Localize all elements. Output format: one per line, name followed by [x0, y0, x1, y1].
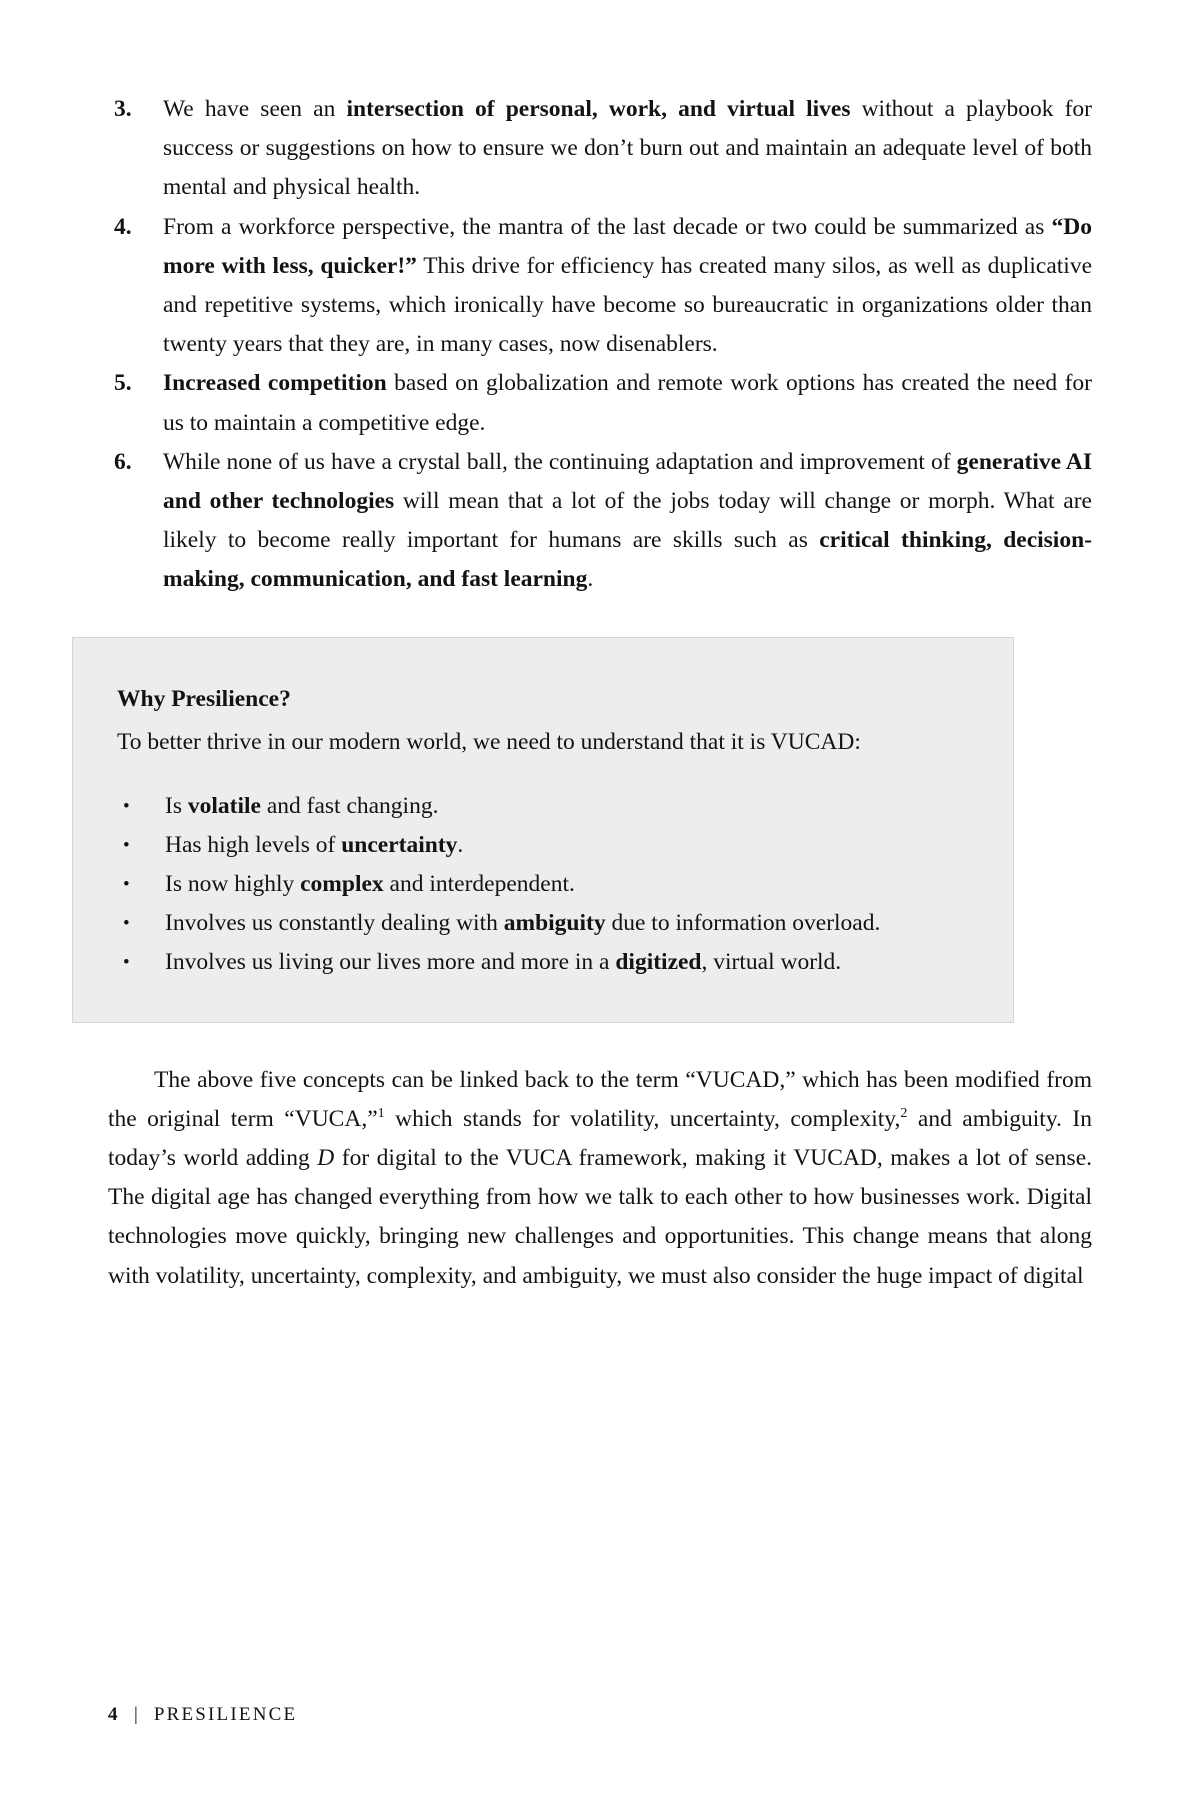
callout-bullet-item — [117, 943, 969, 982]
body-paragraph — [108, 1061, 1092, 1296]
text-run: This drive for efficiency has created many silos, as well as duplicative and repetitive systems, which ironically have become so bureaucratic in organizations older than twenty years that they are, in many cases, now disenablers. — [163, 252, 1093, 358]
text-run: based on globalization and remote work options has created the need for us to maintain a competitive edge. — [163, 370, 1092, 436]
footer-page-number: 4 — [108, 1704, 118, 1725]
callout-title: Why Presilience? — [117, 685, 291, 712]
callout-bullet-text — [165, 832, 463, 858]
callout-bullet-item — [117, 826, 969, 865]
emphasis-bold: uncertainty — [341, 831, 458, 858]
text-run: Is now highly — [165, 870, 301, 897]
emphasis-bold: complex — [300, 870, 384, 897]
text-run: Involves us living our lives more and more in a — [165, 948, 616, 975]
numbered-list-item — [108, 208, 1092, 365]
text-run: Has high levels of — [165, 831, 342, 858]
emphasis-bold: digitized — [615, 948, 702, 975]
text-run: While none of us have a crystal ball, the continuing adaptation and improvement of — [163, 448, 957, 475]
callout-bullet-text — [165, 910, 880, 936]
text-run: We have seen an — [163, 96, 347, 122]
numbered-list-item — [108, 364, 1092, 442]
bullet-dot-icon: • — [123, 873, 130, 895]
footer-book-title: PRESILIENCE — [153, 1704, 298, 1725]
callout-bullet-item — [117, 904, 969, 943]
callout-bullet-text — [165, 949, 841, 975]
emphasis-italic: D — [317, 1145, 335, 1172]
list-item-text — [163, 96, 1092, 200]
text-run: without a playbook for success or suggestions on how to ensure we don’t burn out and maintain an adequate level of both mental and physical health. — [163, 96, 1093, 201]
list-item-text — [163, 370, 1092, 435]
emphasis-bold: “Do more with less, quicker!” — [163, 213, 1092, 279]
text-run: Involves us constantly dealing with — [165, 909, 504, 936]
list-item-number: 6. — [114, 448, 132, 475]
text-run: for digital to the VUCA framework, making it VUCAD, makes a lot of sense. The digital age has changed everything from how we talk to each other to how businesses work. Digital technologies move quickly, bringing new challenges and opportunities. This change means that along with volatility, uncertainty, complexity, and ambiguity, we must also consider the huge impact of digital — [108, 1145, 1093, 1289]
text-run: and fast changing. — [260, 792, 439, 819]
bullet-dot-icon: • — [123, 795, 130, 817]
text-run: which stands for volatility, uncertainty, complexity, — [384, 1105, 901, 1132]
list-item-text — [163, 449, 1092, 593]
text-run: . — [457, 831, 464, 858]
page-footer — [108, 1704, 297, 1726]
callout-bullet-item — [117, 865, 969, 904]
emphasis-bold: critical thinking, decision-making, communication, and fast learning — [163, 527, 1092, 593]
footer-separator: | — [134, 1704, 138, 1725]
text-run: The above five concepts can be linked back to the term “VUCAD,” which has been modified from the original term “VUCA,” — [108, 1066, 1092, 1132]
list-item-number: 3. — [114, 96, 132, 122]
callout-bullet-list — [117, 787, 969, 982]
emphasis-bold: volatile — [187, 792, 261, 819]
emphasis-bold: generative AI and other technologies — [163, 448, 1093, 515]
text-run: will mean that a lot of the jobs today will change or morph. What are likely to become really important for humans are skills such as — [163, 488, 1092, 554]
text-run: due to information overload. — [605, 909, 881, 936]
numbered-list — [108, 90, 1092, 600]
footnote-marker: 2 — [900, 1106, 908, 1122]
text-run: Is — [165, 792, 188, 819]
callout-bullet-item — [117, 787, 969, 826]
callout-box — [72, 637, 1014, 1023]
emphasis-bold: Increased competition — [163, 370, 387, 397]
emphasis-bold: ambiguity — [503, 909, 606, 936]
numbered-list-item — [108, 90, 1092, 208]
text-run: and interdependent. — [383, 870, 575, 897]
callout-bullet-text — [165, 871, 575, 897]
emphasis-bold: intersection of personal, work, and virtual lives — [346, 96, 851, 122]
callout-lead-text: To better thrive in our modern world, we need to understand that it is VUCAD: — [117, 728, 861, 755]
text-run: and ambiguity. In today’s world adding — [108, 1105, 1092, 1172]
text-run: From a workforce perspective, the mantra of the last decade or two could be summarized as — [163, 213, 1052, 240]
list-item-number: 5. — [114, 370, 132, 397]
bullet-dot-icon: • — [123, 912, 130, 934]
list-item-number: 4. — [114, 213, 132, 240]
footnote-marker: 1 — [377, 1106, 385, 1122]
callout-bullet-text — [165, 793, 438, 819]
list-item-text — [163, 214, 1092, 358]
bullet-dot-icon: • — [123, 951, 130, 973]
numbered-list-item — [108, 443, 1092, 600]
text-run: . — [587, 566, 594, 593]
bullet-dot-icon: • — [123, 834, 130, 856]
text-run: , virtual world. — [701, 948, 842, 975]
